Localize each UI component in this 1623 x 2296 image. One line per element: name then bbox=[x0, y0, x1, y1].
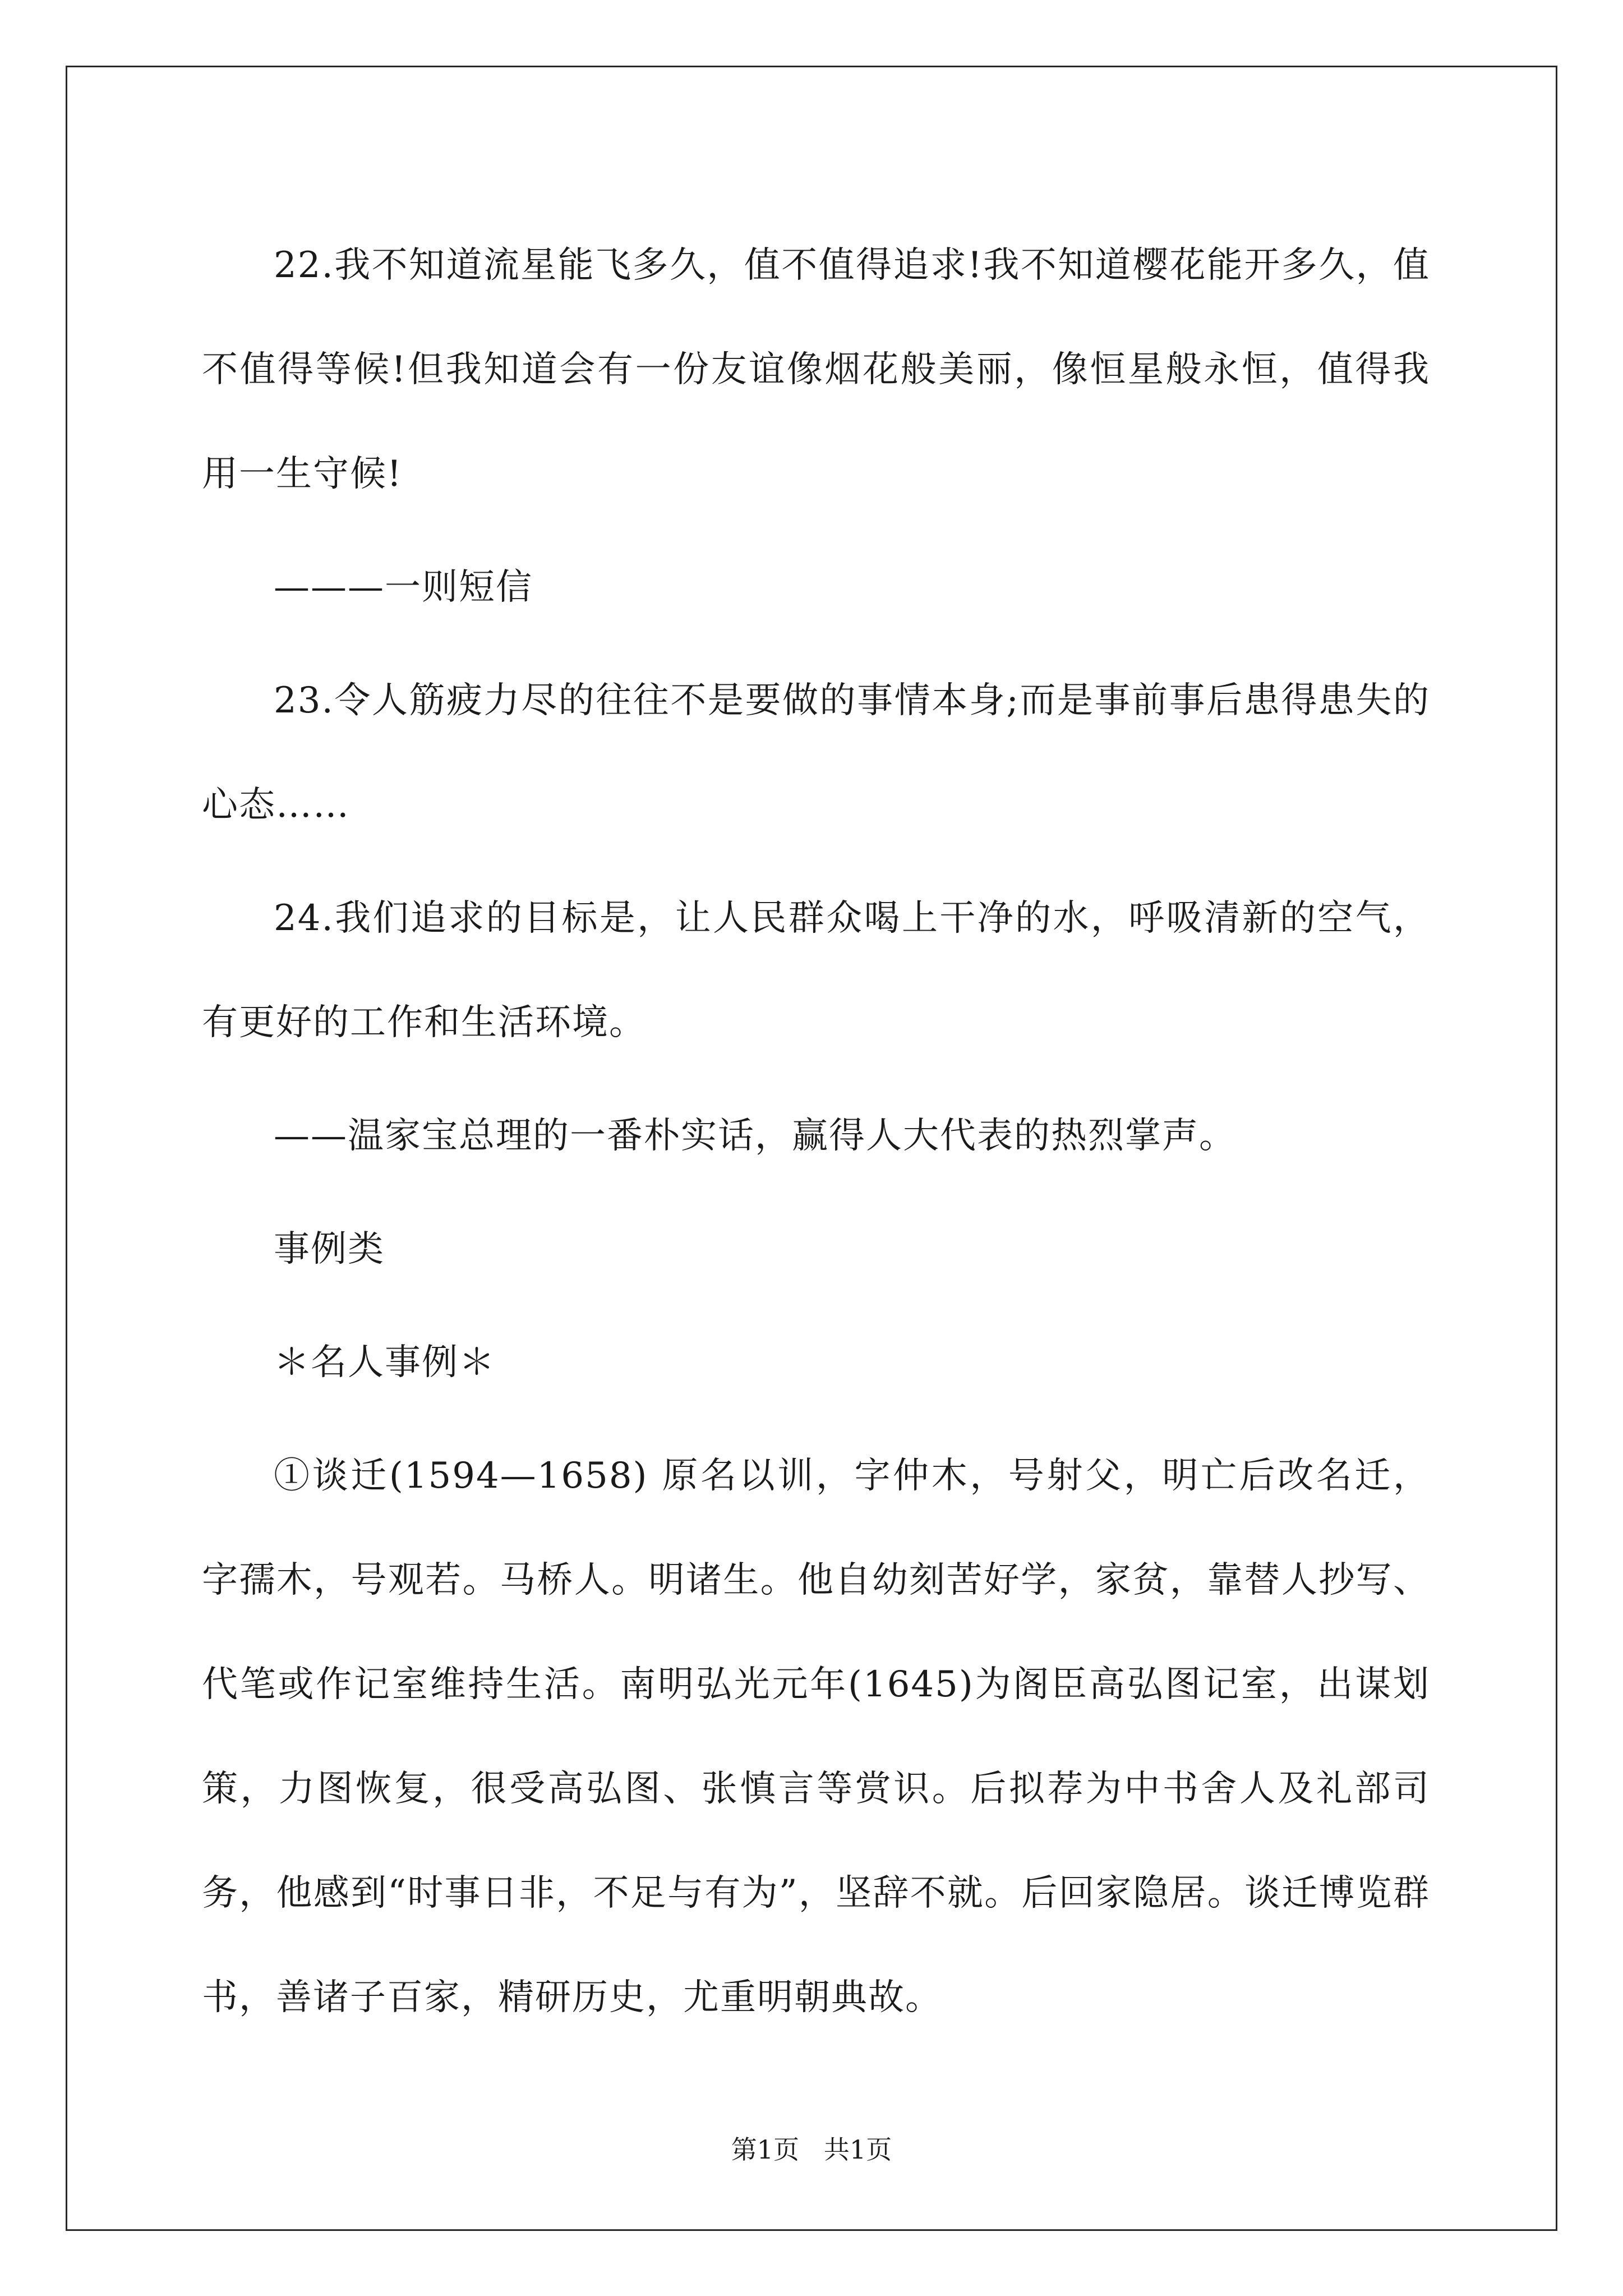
paragraph-23: 23.令人筋疲力尽的往往不是要做的事情本身;而是事前事后患得患失的心态…… bbox=[202, 680, 1430, 826]
paragraph-source-premier: ——温家宝总理的一番朴实话，赢得人大代表的热烈掌声。 bbox=[274, 1115, 1236, 1157]
section-heading-examples: 事例类 bbox=[274, 1228, 385, 1270]
paragraph-source-sms: ———一则短信 bbox=[274, 567, 533, 608]
paragraph-tan-qian: ①谈迁(1594—1658) 原名以训，字仲木，号射父，明亡后改名迁，字孺木，号观若。马桥人。明诸生。他自幼刻苦好学，家贫，靠替人抄写、代笔或作记室维持生活。南明弘光元年(1645)为阁臣高弘图记室，出谋划策，力图恢复，很受高弘图、张慎言等赏识。后拟荐为中书舍人及礼部司务，他感到“时事日非，不足与有为”，坚辞不就。后回家隐居。谈迁博览群书，善诸子百家，精研历史，尤重明朝典故。 bbox=[202, 1455, 1430, 2018]
paragraph-22: 22.我不知道流星能飞多久，值不值得追求!我不知道樱花能开多久，值不值得等候!但我知道会有一份友谊像烟花般美丽，像恒星般永恒，值得我用一生守候! bbox=[202, 245, 1430, 495]
document-body bbox=[202, 213, 1430, 2059]
paragraph-24: 24.我们追求的目标是，让人民群众喝上干净的水，呼吸清新的空气，有更好的工作和生活环境。 bbox=[202, 898, 1430, 1043]
page-footer: 第1页 共1页 bbox=[731, 2134, 892, 2165]
subheading-famous-examples: ＊名人事例＊ bbox=[274, 1342, 496, 1383]
